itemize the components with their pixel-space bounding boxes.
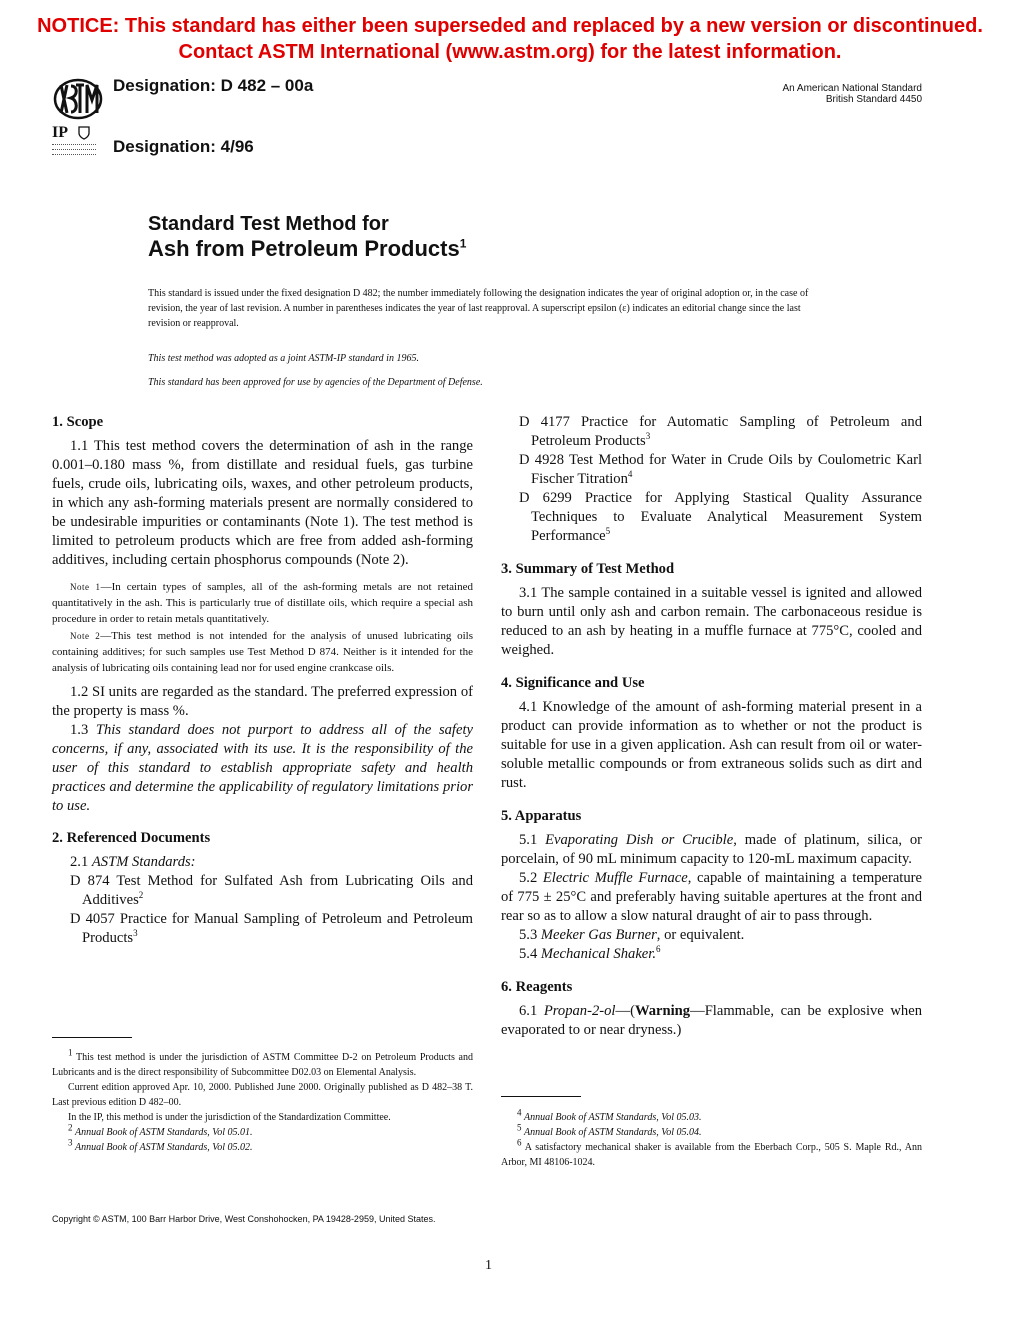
section-5-4-number: 5.4	[519, 946, 541, 962]
notice-line-1: NOTICE: This standard has either been superseded and replaced by a new version or discontinued.	[37, 15, 983, 37]
section-3-1: 3.1 The sample contained in a suitable vessel is ignited and allowed to burn until only ash and carbon remain. The carbonaceous residue is reduced to an ash by heating in a muffle furnace at 775°C, cooled and weighed.	[501, 585, 922, 658]
ref-d4057	[52, 910, 473, 948]
footnote-4-text: Annual Book of ASTM Standards, Vol 05.03.	[524, 1112, 702, 1123]
section-1-3	[52, 721, 473, 816]
section-5-3-name: Meeker Gas Burner	[540, 927, 657, 943]
section-2-1-text: ASTM Standards:	[91, 854, 196, 870]
section-5-4	[501, 945, 922, 964]
section-4-1: 4.1 Knowledge of the amount of ash-forming material present in a product can provide information as to whether or not the product is suitable for use in a given application. Ash can result from oil or water-soluble metallic compounds or from extraneous solids such as dirt and rust.	[501, 699, 922, 791]
section-6-1-text: —Flammable, can be explosive when evaporated to or near dryness.)	[501, 1003, 923, 1038]
approval-statement: This standard has been approved for use by agencies of the Department of Defense.	[148, 377, 483, 388]
title-footnote-ref: 1	[459, 236, 467, 251]
ref-d4928	[501, 451, 922, 489]
footnote-3-number: 3	[68, 1137, 73, 1148]
section-5-1-number: 5.1	[519, 832, 546, 848]
designation-ip: Designation: 4/96	[113, 137, 254, 156]
adoption-statement: This test method was adopted as a joint ASTM-IP standard in 1965.	[148, 353, 419, 364]
ref-d6299-text: D 6299 Practice for Applying Stastical Quality Assurance Techniques to Evaluate Analytical Measurement System Performance	[519, 490, 922, 544]
section-5-4-name: Mechanical Shaker.	[540, 946, 656, 962]
section-2-1	[52, 853, 473, 872]
section-1-heading: 1. Scope	[52, 414, 104, 430]
right-column	[501, 413, 922, 1040]
section-2-heading: 2. Referenced Documents	[52, 830, 211, 846]
footnote-4-number: 4	[517, 1107, 522, 1118]
section-5-3	[501, 926, 922, 945]
section-5-2-text: , capable of maintaining a temperature of 775 ± 25°C and preferably having suitable apertures at the front and rear so as to allow a slow natural draught of air to pass through.	[501, 870, 922, 924]
ip-logo	[52, 124, 98, 160]
section-5-4-fn: 6	[655, 944, 661, 955]
note-1-text: —In certain types of samples, all of the ash-forming metals are not retained quantitatively in the ash. This is particularly true of distillate oils, which require a special ash procedure in order to retain metals quantitatively.	[52, 581, 473, 625]
section-5-1-name: Evaporating Dish or Crucible	[545, 832, 734, 848]
section-1-1: 1.1 This test method covers the determination of ash in the range 0.001–0.180 mass %, from distillate and residual fuels, gas turbine fuels, crude oils, lubricating oils, waxes, and other petroleum products, in which any ash-forming materials present are normally considered to be undesirable impurities or contaminants (Note 1). The test method is limited to petroleum products which are free from added ash-forming additives, including certain phosphorus compounds (Note 2).	[52, 438, 473, 568]
section-5-1	[501, 831, 922, 869]
section-3-heading: 3. Summary of Test Method	[501, 561, 675, 577]
footnote-6-text: A satisfactory mechanical shaker is available from the Eberbach Corp., 505 S. Maple Rd., Ann Arbor, MI 48106-1024.	[501, 1142, 922, 1168]
section-4-heading: 4. Significance and Use	[501, 675, 645, 691]
ref-d4177-text: D 4177 Practice for Automatic Sampling of Petroleum and Petroleum Products	[519, 414, 922, 449]
note-1	[52, 579, 473, 627]
section-1-3-text: This standard does not purport to address all of the safety concerns, if any, associated with its use. It is the responsibility of the user of this standard to establish appropriate safety and health practices and determine the applicability of regulatory limitations prior to use.	[52, 722, 473, 814]
section-6-1-dash: —(	[615, 1003, 635, 1019]
page-number: 1	[485, 1258, 492, 1273]
footnote-6	[501, 1137, 922, 1170]
issuance-statement: This standard is issued under the fixed designation D 482; the number immediately following the designation indicates the year of original adoption or, in the case of revision, the year of last revision. A number in parentheses indicates the year of last reapproval. A superscript epsilon (ε) indicates an editorial change since the last revision or reapproval.	[148, 288, 809, 329]
title-text: Ash from Petroleum Products	[148, 236, 460, 261]
footnote-5-text: Annual Book of ASTM Standards, Vol 05.04.	[524, 1127, 702, 1138]
left-column	[52, 413, 473, 948]
ip-logo-text: IP	[52, 124, 68, 141]
section-1-3-number: 1.3	[70, 722, 96, 738]
footnote-1	[52, 1047, 473, 1080]
designation-astm: Designation: D 482 – 00a	[113, 76, 314, 95]
footnotes-left	[52, 1047, 473, 1155]
note-2-label: Note 2	[70, 631, 101, 641]
footnote-1c: In the IP, this method is under the jurisdiction of the Standardization Committee.	[68, 1112, 391, 1123]
section-5-3-number: 5.3	[519, 927, 541, 943]
ref-d4057-fn: 3	[133, 928, 138, 939]
footnote-5-number: 5	[517, 1122, 522, 1133]
footnote-3-text: Annual Book of ASTM Standards, Vol 05.02.	[75, 1142, 253, 1153]
ref-d4928-fn: 4	[627, 469, 633, 480]
ref-d4057-text: D 4057 Practice for Manual Sampling of Petroleum and Petroleum Products	[70, 911, 473, 946]
title-line-1: Standard Test Method for	[148, 213, 389, 235]
section-5-2-name: Electric Muffle Furnace	[542, 870, 688, 886]
note-1-label: Note 1	[70, 582, 101, 592]
footnote-1-text: This test method is under the jurisdiction of ASTM Committee D-2 on Petroleum Products and Lubricants and is the direct responsibility of Subcommittee D02.03 on Elemental Analysis.	[52, 1052, 473, 1078]
footnote-3	[52, 1137, 473, 1155]
astm-logo	[52, 78, 104, 125]
footnote-2-text: Annual Book of ASTM Standards, Vol 05.01.	[75, 1127, 253, 1138]
ref-d874-text: D 874 Test Method for Sulfated Ash from Lubricating Oils and Additives	[70, 873, 473, 908]
section-6-1-number: 6.1	[519, 1003, 544, 1019]
copyright: Copyright © ASTM, 100 Barr Harbor Drive, West Conshohocken, PA 19428-2959, United States.	[52, 1214, 436, 1224]
footnote-2	[52, 1122, 473, 1140]
section-1-2: 1.2 SI units are regarded as the standard. The preferred expression of the property is mass %.	[52, 684, 473, 719]
footnote-4	[501, 1107, 922, 1125]
ref-d6299	[501, 489, 922, 546]
ref-d874-fn: 2	[138, 890, 144, 901]
ref-d4177	[501, 413, 922, 451]
ref-d6299-fn: 5	[605, 526, 611, 537]
section-6-1-name: Propan-2-ol	[543, 1003, 616, 1019]
section-5-3-text: , or equivalent.	[656, 927, 745, 943]
section-6-1-warning: Warning	[634, 1003, 691, 1019]
section-6-1	[501, 1002, 922, 1040]
footnote-rule-left	[52, 1037, 132, 1038]
section-5-2-number: 5.2	[519, 870, 543, 886]
section-2-1-number: 2.1	[70, 854, 92, 870]
british-standard: British Standard 4450	[825, 94, 922, 105]
footnote-6-number: 6	[517, 1137, 522, 1148]
section-5-1-text: , made of platinum, silica, or porcelain, of 90 mL minimum capacity to 120-mL maximum capacity.	[501, 832, 922, 867]
section-6-heading: 6. Reagents	[501, 979, 573, 995]
footnote-5	[501, 1122, 922, 1140]
footnote-1b: Current edition approved Apr. 10, 2000. Published June 2000. Originally published as D 482–38 T. Last previous edition D 482–00.	[52, 1082, 473, 1108]
note-2	[52, 628, 473, 676]
note-2-text: —This test method is not intended for the analysis of unused lubricating oils containing additives; for such samples use Test Method D 874. Neither is it intended for the analysis of lubricating oils containing lead nor for used engine crankcase oils.	[52, 630, 474, 674]
ref-d4177-fn: 3	[645, 431, 651, 442]
section-5-2	[501, 869, 922, 926]
title-line-2	[148, 236, 466, 262]
ref-d4928-text: D 4928 Test Method for Water in Crude Oils by Coulometric Karl Fischer Titration	[519, 452, 922, 487]
shield-icon	[78, 126, 90, 140]
section-5-heading: 5. Apparatus	[501, 808, 582, 824]
footnote-2-number: 2	[68, 1122, 73, 1133]
notice-line-2: Contact ASTM International (www.astm.org) for the latest information.	[178, 41, 842, 63]
footnote-1-number: 1	[68, 1047, 73, 1058]
american-national-standard: An American National Standard	[782, 83, 922, 94]
footnotes-right	[501, 1107, 922, 1170]
footnote-rule-right	[501, 1096, 581, 1097]
ref-d874	[52, 872, 473, 910]
